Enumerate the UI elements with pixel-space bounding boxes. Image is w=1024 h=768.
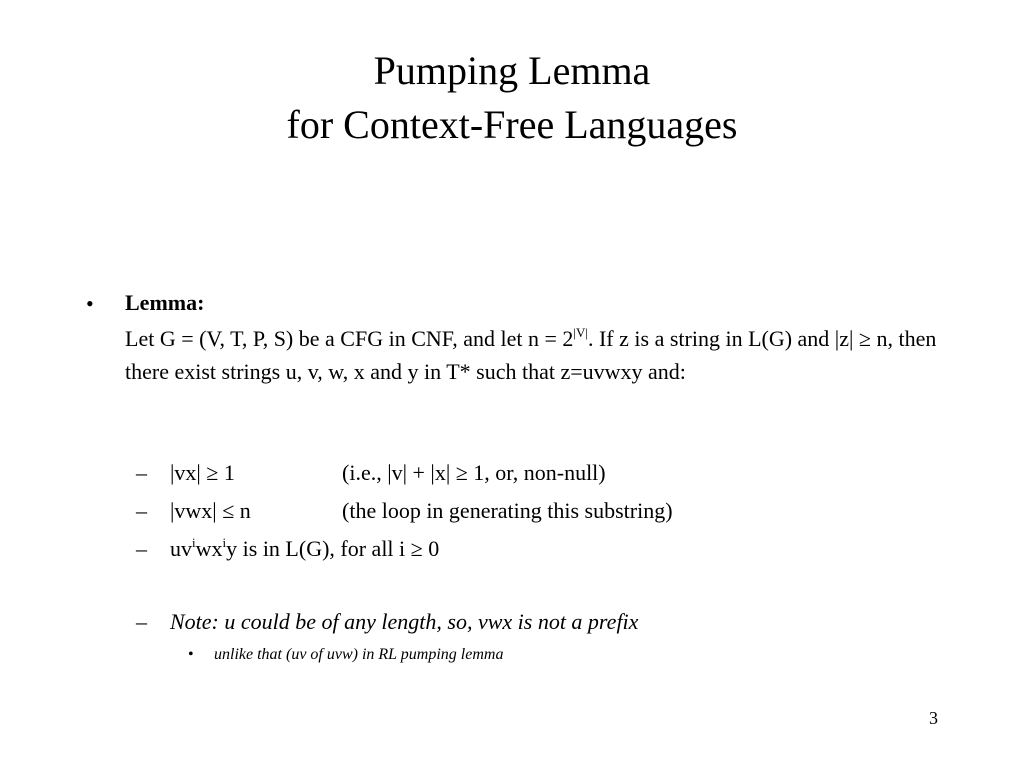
condition-explanation: (the loop in generating this substring)	[342, 498, 673, 523]
sub-note-text: unlike that (uv of uvw) in RL pumping lemma	[214, 646, 504, 663]
lemma-superscript: |V|	[573, 325, 588, 340]
sub-note-item	[188, 646, 503, 664]
pump-part3: y is in L(G), for all i ≥ 0	[226, 536, 440, 561]
lemma-text-part2: . If z is a string in L(G) and |z| ≥ n, then there exist strings u, v, w, x and y in T* such that z=uvwxy and:	[125, 326, 937, 384]
lemma-label: Lemma:	[125, 290, 205, 315]
lemma-text-part1: Let G = (V, T, P, S) be a CFG in CNF, and let n = 2	[125, 326, 574, 351]
condition-explanation: (i.e., |v| + |x| ≥ 1, or, non-null)	[342, 460, 606, 485]
condition-text: |vx| ≥ 1	[170, 460, 235, 485]
dash-icon: –	[136, 609, 147, 634]
title-line-2: for Context-Free Languages	[286, 102, 738, 147]
condition-item-2	[136, 498, 673, 524]
pump-sup2: i	[222, 535, 227, 550]
small-bullet-icon: •	[188, 646, 194, 663]
bullet-icon: •	[86, 291, 94, 316]
dash-icon: –	[136, 536, 147, 561]
dash-icon: –	[136, 460, 147, 485]
note-item	[136, 609, 638, 635]
title-line-1: Pumping Lemma	[373, 48, 651, 93]
pumping-condition-item	[136, 536, 439, 562]
pump-sup1: i	[192, 535, 196, 550]
condition-item-1	[136, 460, 606, 486]
condition-text: |vwx| ≤ n	[170, 498, 251, 523]
note-text: Note: u could be of any length, so, vwx is not a prefix	[170, 609, 639, 634]
dash-icon: –	[136, 498, 147, 523]
lemma-body	[125, 324, 945, 387]
pump-part2: wx	[195, 536, 223, 561]
pump-part1: uv	[170, 536, 192, 561]
page-number: 3	[929, 708, 938, 728]
